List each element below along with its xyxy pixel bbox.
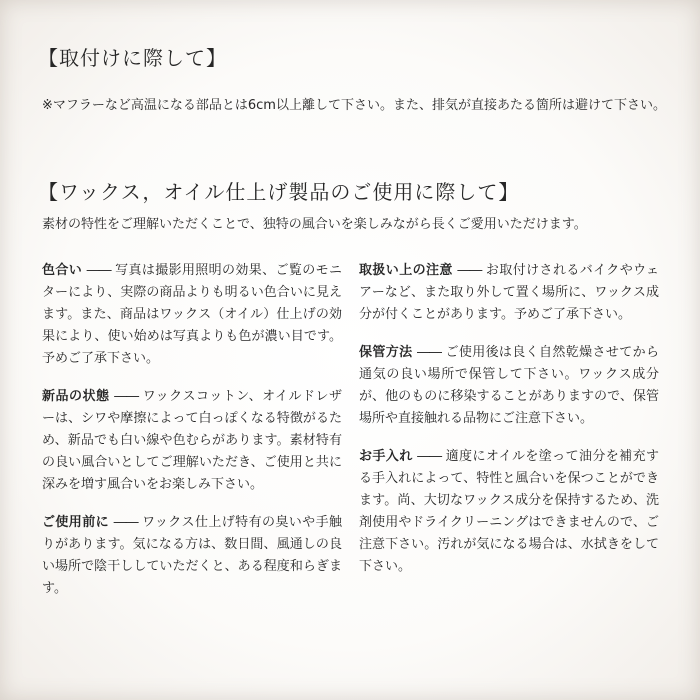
left-column bbox=[42, 260, 342, 616]
block-title: 保管方法 bbox=[359, 345, 413, 360]
block-text: 適度にオイルを塗って油分を補充する手入れによって、特性と風合いを保つことができます。尚、大切なワックス成分を保持するため、洗剤使用やドライクリーニングはできませんので、ご注意下さい。汚れが気になる場合は、水拭きをして下さい。 bbox=[359, 449, 659, 574]
usage-intro: 素材の特性をご理解いただくことで、独特の風合いを楽しみながら長くご愛用いただけます。 bbox=[42, 217, 587, 232]
block-text: ワックスコットン、オイルドレザーは、シワや摩擦によって白っぽくなる特徴がるため、新品でも白い線や色むらがあります。素材特有の良い風合いとしてご理解いただき、ご使用と共に深みを増す風合いをお楽しみ下さい。 bbox=[42, 389, 342, 492]
installation-heading: 【取付けに際して】 bbox=[38, 46, 227, 70]
block-title: 色合い bbox=[42, 263, 83, 278]
dash-separator: ―― bbox=[113, 515, 138, 530]
storage-block bbox=[359, 342, 659, 430]
dash-separator: ―― bbox=[417, 449, 442, 464]
maintenance-block bbox=[359, 446, 659, 578]
dash-separator: ―― bbox=[114, 389, 139, 404]
block-text: ご使用後は良く自然乾燥させてから通気の良い場所で保管して下さい。ワックス成分が、他のものに移染することがありますので、保管場所や直接触れる品物にご注意下さい。 bbox=[359, 345, 659, 426]
block-title: 取扱い上の注意 bbox=[359, 263, 453, 278]
block-title: ご使用前に bbox=[42, 515, 110, 530]
handling-block bbox=[359, 260, 659, 326]
before-use-block bbox=[42, 512, 342, 600]
block-title: 新品の状態 bbox=[42, 389, 110, 404]
dash-separator: ―― bbox=[416, 345, 441, 360]
right-column bbox=[359, 260, 659, 594]
color-block bbox=[42, 260, 342, 370]
new-condition-block bbox=[42, 386, 342, 496]
usage-heading: 【ワックス，オイル仕上げ製品のご使用に際して】 bbox=[38, 180, 520, 204]
block-text: 写真は撮影用照明の効果、ご覧のモニターにより、実際の商品よりも明るい色合いに見えます。また、商品はワックス（オイル）仕上げの効果により、使い始めは写真よりも色が濃い目です。予めご了承下さい。 bbox=[42, 263, 342, 366]
block-text: ワックス仕上げ特有の臭いや手触りがあります。気になる方は、数日間、風通しの良い場所で陰干ししていただくと、ある程度和らぎます。 bbox=[42, 515, 342, 596]
block-title: お手入れ bbox=[359, 449, 413, 464]
dash-separator: ―― bbox=[457, 263, 482, 278]
block-text: お取付けされるバイクやウェアーなど、また取り外して置く場所に、ワックス成分が付くことがあります。予めご了承下さい。 bbox=[359, 263, 659, 322]
dash-separator: ―― bbox=[86, 263, 111, 278]
installation-note: ※マフラーなど高温になる部品とは6cm以上離して下さい。また、排気が直接あたる箇所は避けて下さい。 bbox=[42, 98, 666, 113]
